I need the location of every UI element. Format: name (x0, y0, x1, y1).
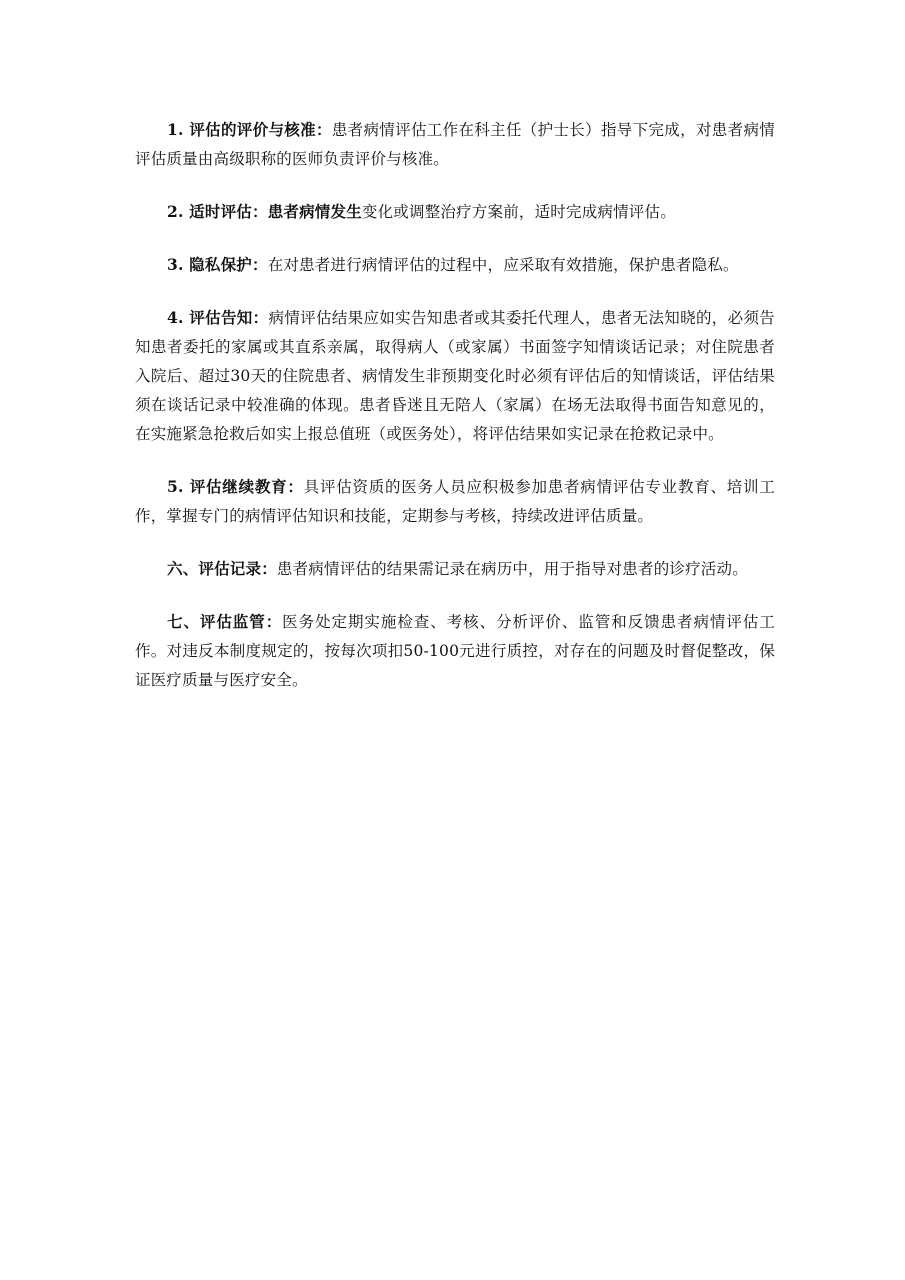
paragraph-body: 患者病情评估的结果需记录在病历中，用于指导对患者的诊疗活动。 (276, 560, 748, 578)
paragraph-assessment-supervision (135, 607, 775, 695)
paragraph-continuing-education (135, 472, 775, 531)
paragraph-body: 患者病情评估工作在科主任（护士长）指导下完成，对患者病情评估质量由高级职称的医师负责评价与核准。 (135, 121, 775, 168)
paragraph-body: 具评估资质的医务人员应积极参加患者病情评估专业教育、培训工作，掌握专门的病情评估知识和技能，定期参与考核，持续改进评估质量。 (135, 478, 776, 525)
paragraph-heading: 2. 适时评估： (167, 202, 268, 221)
paragraph-timely-assessment (135, 197, 775, 227)
paragraph-heading: 5. 评估继续教育： (167, 477, 304, 496)
paragraph-privacy-protection (135, 250, 775, 280)
paragraph-assessment-approval (135, 115, 775, 174)
paragraph-heading: 1. 评估的评价与核准： (167, 120, 332, 139)
paragraph-heading: 六、评估记录： (167, 559, 277, 578)
paragraph-body: 变化或调整治疗方案前，适时完成病情评估。 (361, 203, 676, 221)
paragraph-assessment-record (135, 554, 775, 584)
paragraph-assessment-notification (135, 303, 775, 449)
paragraph-heading: 七、评估监管： (167, 612, 283, 631)
paragraph-body: 病情评估结果应如实告知患者或其委托代理人，患者无法知晓的，必须告知患者委托的家属或其直系亲属，取得病人（或家属）书面签字知情谈话记录；对住院患者入院后、超过30天的住院患者、病情发生非预期变化时必须有评估后的知情谈话，评估结果须在谈话记录中较准确的体现。患者昏迷且无陪人（家属）在场无法取得书面告知意见的，在实施紧急抢救后如实上报总值班（或医务处），将评估结果如实记录在抢救记录中。 (135, 309, 775, 443)
paragraph-body: 在对患者进行病情评估的过程中，应采取有效措施，保护患者隐私。 (267, 256, 739, 274)
paragraph-emphasis: 患者病情发生 (267, 202, 362, 221)
paragraph-heading: 4. 评估告知： (167, 308, 269, 327)
paragraph-body: 医务处定期实施检查、考核、分析评价、监管和反馈患者病情评估工作。对违反本制度规定的，按每次项扣50-100元进行质控，对存在的问题及时督促整改，保证医疗质量与医疗安全。 (135, 613, 775, 689)
paragraph-heading: 3. 隐私保护： (167, 255, 268, 274)
document-page (135, 115, 775, 695)
